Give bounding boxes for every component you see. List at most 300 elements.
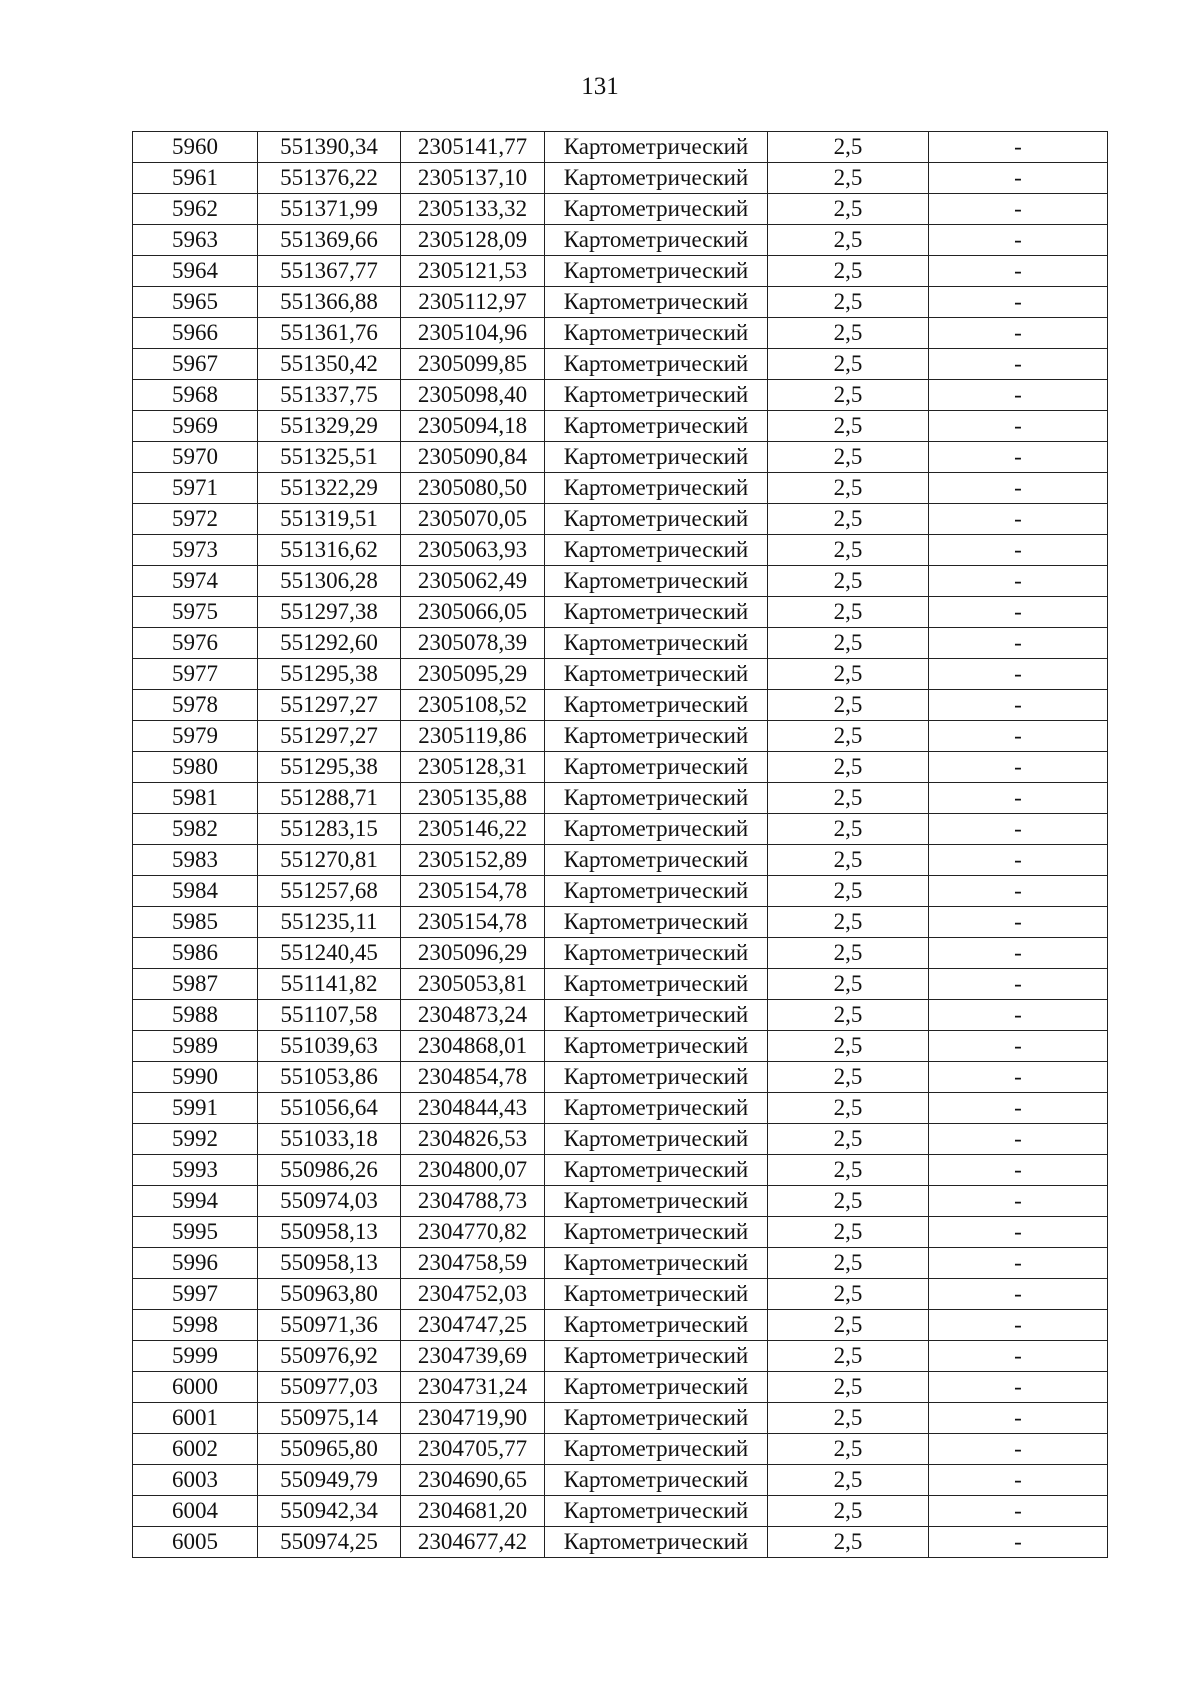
- cell-note: -: [929, 256, 1108, 287]
- cell-accuracy: 2,5: [768, 1403, 929, 1434]
- cell-method: Картометрический: [545, 1434, 768, 1465]
- coordinates-table-body: [133, 132, 1108, 1558]
- cell-method: Картометрический: [545, 1093, 768, 1124]
- cell-method: Картометрический: [545, 504, 768, 535]
- table-row: [133, 1031, 1108, 1062]
- cell-y-coordinate: 2305078,39: [401, 628, 545, 659]
- cell-y-coordinate: 2304739,69: [401, 1341, 545, 1372]
- cell-point-number: 5981: [133, 783, 258, 814]
- cell-point-number: 5990: [133, 1062, 258, 1093]
- cell-point-number: 5997: [133, 1279, 258, 1310]
- cell-note: -: [929, 597, 1108, 628]
- cell-note: -: [929, 1124, 1108, 1155]
- cell-point-number: 5979: [133, 721, 258, 752]
- cell-y-coordinate: 2304681,20: [401, 1496, 545, 1527]
- table-row: [133, 473, 1108, 504]
- cell-note: -: [929, 1217, 1108, 1248]
- cell-y-coordinate: 2305128,31: [401, 752, 545, 783]
- cell-x-coordinate: 550963,80: [258, 1279, 401, 1310]
- cell-y-coordinate: 2305104,96: [401, 318, 545, 349]
- table-row: [133, 814, 1108, 845]
- cell-method: Картометрический: [545, 690, 768, 721]
- cell-method: Картометрический: [545, 1496, 768, 1527]
- cell-accuracy: 2,5: [768, 1310, 929, 1341]
- table-row: [133, 845, 1108, 876]
- cell-y-coordinate: 2305141,77: [401, 132, 545, 163]
- cell-accuracy: 2,5: [768, 752, 929, 783]
- table-row: [133, 752, 1108, 783]
- cell-x-coordinate: 551325,51: [258, 442, 401, 473]
- cell-method: Картометрический: [545, 1031, 768, 1062]
- cell-note: -: [929, 1248, 1108, 1279]
- table-row: [133, 163, 1108, 194]
- table-row: [133, 318, 1108, 349]
- cell-method: Картометрический: [545, 907, 768, 938]
- cell-x-coordinate: 550977,03: [258, 1372, 401, 1403]
- table-row: [133, 1310, 1108, 1341]
- cell-method: Картометрический: [545, 721, 768, 752]
- table-row: [133, 597, 1108, 628]
- cell-x-coordinate: 551306,28: [258, 566, 401, 597]
- cell-point-number: 5992: [133, 1124, 258, 1155]
- cell-note: -: [929, 659, 1108, 690]
- cell-method: Картометрический: [545, 1403, 768, 1434]
- cell-accuracy: 2,5: [768, 1031, 929, 1062]
- cell-method: Картометрический: [545, 1465, 768, 1496]
- cell-accuracy: 2,5: [768, 194, 929, 225]
- cell-x-coordinate: 551283,15: [258, 814, 401, 845]
- cell-note: -: [929, 1496, 1108, 1527]
- cell-point-number: 5967: [133, 349, 258, 380]
- cell-accuracy: 2,5: [768, 1434, 929, 1465]
- cell-point-number: 5988: [133, 1000, 258, 1031]
- table-row: [133, 411, 1108, 442]
- page-number: 131: [581, 73, 619, 100]
- cell-point-number: 5963: [133, 225, 258, 256]
- cell-note: -: [929, 752, 1108, 783]
- cell-point-number: 5987: [133, 969, 258, 1000]
- cell-y-coordinate: 2305096,29: [401, 938, 545, 969]
- table-row: [133, 1403, 1108, 1434]
- cell-method: Картометрический: [545, 1527, 768, 1558]
- cell-note: -: [929, 535, 1108, 566]
- table-row: [133, 256, 1108, 287]
- cell-y-coordinate: 2304788,73: [401, 1186, 545, 1217]
- cell-y-coordinate: 2304873,24: [401, 1000, 545, 1031]
- cell-point-number: 5966: [133, 318, 258, 349]
- cell-method: Картометрический: [545, 1279, 768, 1310]
- cell-method: Картометрический: [545, 845, 768, 876]
- cell-method: Картометрический: [545, 1186, 768, 1217]
- cell-y-coordinate: 2305095,29: [401, 659, 545, 690]
- cell-y-coordinate: 2305121,53: [401, 256, 545, 287]
- cell-x-coordinate: 550976,92: [258, 1341, 401, 1372]
- cell-note: -: [929, 1310, 1108, 1341]
- cell-x-coordinate: 551319,51: [258, 504, 401, 535]
- table-row: [133, 1434, 1108, 1465]
- table-row: [133, 907, 1108, 938]
- cell-method: Картометрический: [545, 969, 768, 1000]
- cell-note: -: [929, 442, 1108, 473]
- table-row: [133, 132, 1108, 163]
- table-row: [133, 876, 1108, 907]
- cell-y-coordinate: 2305119,86: [401, 721, 545, 752]
- cell-method: Картометрический: [545, 473, 768, 504]
- cell-y-coordinate: 2304719,90: [401, 1403, 545, 1434]
- cell-note: -: [929, 721, 1108, 752]
- cell-method: Картометрический: [545, 1310, 768, 1341]
- cell-x-coordinate: 551371,99: [258, 194, 401, 225]
- cell-method: Картометрический: [545, 1341, 768, 1372]
- cell-point-number: 5980: [133, 752, 258, 783]
- cell-method: Картометрический: [545, 659, 768, 690]
- table-row: [133, 1372, 1108, 1403]
- cell-x-coordinate: 551039,63: [258, 1031, 401, 1062]
- cell-method: Картометрический: [545, 535, 768, 566]
- cell-note: -: [929, 1434, 1108, 1465]
- cell-accuracy: 2,5: [768, 814, 929, 845]
- cell-x-coordinate: 550958,13: [258, 1248, 401, 1279]
- cell-y-coordinate: 2304826,53: [401, 1124, 545, 1155]
- cell-point-number: 6004: [133, 1496, 258, 1527]
- cell-x-coordinate: 551390,34: [258, 132, 401, 163]
- cell-y-coordinate: 2305112,97: [401, 287, 545, 318]
- cell-y-coordinate: 2304747,25: [401, 1310, 545, 1341]
- cell-accuracy: 2,5: [768, 659, 929, 690]
- cell-note: -: [929, 225, 1108, 256]
- cell-accuracy: 2,5: [768, 721, 929, 752]
- cell-note: -: [929, 318, 1108, 349]
- cell-accuracy: 2,5: [768, 1124, 929, 1155]
- cell-point-number: 6002: [133, 1434, 258, 1465]
- table-row: [133, 1248, 1108, 1279]
- cell-accuracy: 2,5: [768, 628, 929, 659]
- table-row: [133, 1465, 1108, 1496]
- cell-accuracy: 2,5: [768, 318, 929, 349]
- table-row: [133, 659, 1108, 690]
- cell-accuracy: 2,5: [768, 1341, 929, 1372]
- cell-note: -: [929, 845, 1108, 876]
- cell-x-coordinate: 551361,76: [258, 318, 401, 349]
- cell-note: -: [929, 504, 1108, 535]
- cell-y-coordinate: 2305137,10: [401, 163, 545, 194]
- cell-x-coordinate: 550958,13: [258, 1217, 401, 1248]
- cell-method: Картометрический: [545, 1372, 768, 1403]
- cell-point-number: 5969: [133, 411, 258, 442]
- cell-point-number: 5976: [133, 628, 258, 659]
- cell-method: Картометрический: [545, 1124, 768, 1155]
- cell-method: Картометрический: [545, 783, 768, 814]
- cell-method: Картометрический: [545, 566, 768, 597]
- cell-x-coordinate: 551257,68: [258, 876, 401, 907]
- cell-method: Картометрический: [545, 752, 768, 783]
- cell-method: Картометрический: [545, 256, 768, 287]
- cell-x-coordinate: 550949,79: [258, 1465, 401, 1496]
- cell-accuracy: 2,5: [768, 535, 929, 566]
- table-row: [133, 535, 1108, 566]
- cell-note: -: [929, 1341, 1108, 1372]
- cell-y-coordinate: 2304844,43: [401, 1093, 545, 1124]
- cell-note: -: [929, 1155, 1108, 1186]
- cell-point-number: 5989: [133, 1031, 258, 1062]
- cell-accuracy: 2,5: [768, 1186, 929, 1217]
- cell-method: Картометрический: [545, 628, 768, 659]
- cell-method: Картометрический: [545, 411, 768, 442]
- cell-y-coordinate: 2304705,77: [401, 1434, 545, 1465]
- cell-accuracy: 2,5: [768, 969, 929, 1000]
- cell-note: -: [929, 1403, 1108, 1434]
- cell-method: Картометрический: [545, 225, 768, 256]
- cell-x-coordinate: 551376,22: [258, 163, 401, 194]
- cell-note: -: [929, 163, 1108, 194]
- cell-accuracy: 2,5: [768, 132, 929, 163]
- cell-accuracy: 2,5: [768, 1217, 929, 1248]
- cell-accuracy: 2,5: [768, 1279, 929, 1310]
- cell-accuracy: 2,5: [768, 349, 929, 380]
- cell-point-number: 5995: [133, 1217, 258, 1248]
- cell-method: Картометрический: [545, 132, 768, 163]
- cell-x-coordinate: 550974,03: [258, 1186, 401, 1217]
- cell-point-number: 5973: [133, 535, 258, 566]
- cell-note: -: [929, 938, 1108, 969]
- cell-method: Картометрический: [545, 1000, 768, 1031]
- cell-method: Картометрический: [545, 1248, 768, 1279]
- table-row: [133, 969, 1108, 1000]
- cell-method: Картометрический: [545, 1217, 768, 1248]
- cell-point-number: 5960: [133, 132, 258, 163]
- cell-x-coordinate: 551141,82: [258, 969, 401, 1000]
- cell-x-coordinate: 551369,66: [258, 225, 401, 256]
- cell-accuracy: 2,5: [768, 1093, 929, 1124]
- cell-accuracy: 2,5: [768, 163, 929, 194]
- table-row: [133, 783, 1108, 814]
- cell-method: Картометрический: [545, 442, 768, 473]
- cell-x-coordinate: 551033,18: [258, 1124, 401, 1155]
- cell-point-number: 5962: [133, 194, 258, 225]
- cell-point-number: 6003: [133, 1465, 258, 1496]
- table-row: [133, 1527, 1108, 1558]
- table-row: [133, 1217, 1108, 1248]
- table-row: [133, 504, 1108, 535]
- cell-point-number: 5985: [133, 907, 258, 938]
- cell-y-coordinate: 2305053,81: [401, 969, 545, 1000]
- cell-point-number: 5984: [133, 876, 258, 907]
- cell-method: Картометрический: [545, 814, 768, 845]
- cell-y-coordinate: 2305135,88: [401, 783, 545, 814]
- cell-y-coordinate: 2304800,07: [401, 1155, 545, 1186]
- table-row: [133, 1155, 1108, 1186]
- table-row: [133, 690, 1108, 721]
- cell-y-coordinate: 2305094,18: [401, 411, 545, 442]
- cell-point-number: 5991: [133, 1093, 258, 1124]
- cell-point-number: 6000: [133, 1372, 258, 1403]
- cell-y-coordinate: 2304677,42: [401, 1527, 545, 1558]
- cell-accuracy: 2,5: [768, 380, 929, 411]
- cell-x-coordinate: 551053,86: [258, 1062, 401, 1093]
- cell-y-coordinate: 2305154,78: [401, 907, 545, 938]
- cell-x-coordinate: 550974,25: [258, 1527, 401, 1558]
- cell-x-coordinate: 551350,42: [258, 349, 401, 380]
- cell-x-coordinate: 550965,80: [258, 1434, 401, 1465]
- cell-y-coordinate: 2304758,59: [401, 1248, 545, 1279]
- cell-point-number: 5972: [133, 504, 258, 535]
- cell-point-number: 5965: [133, 287, 258, 318]
- cell-y-coordinate: 2305152,89: [401, 845, 545, 876]
- cell-accuracy: 2,5: [768, 225, 929, 256]
- cell-point-number: 5975: [133, 597, 258, 628]
- cell-y-coordinate: 2305066,05: [401, 597, 545, 628]
- cell-y-coordinate: 2304770,82: [401, 1217, 545, 1248]
- table-row: [133, 287, 1108, 318]
- cell-point-number: 5996: [133, 1248, 258, 1279]
- cell-y-coordinate: 2304854,78: [401, 1062, 545, 1093]
- cell-accuracy: 2,5: [768, 1496, 929, 1527]
- cell-note: -: [929, 814, 1108, 845]
- cell-point-number: 5970: [133, 442, 258, 473]
- cell-x-coordinate: 551322,29: [258, 473, 401, 504]
- cell-point-number: 6001: [133, 1403, 258, 1434]
- cell-point-number: 5994: [133, 1186, 258, 1217]
- cell-method: Картометрический: [545, 318, 768, 349]
- cell-note: -: [929, 380, 1108, 411]
- cell-x-coordinate: 551297,38: [258, 597, 401, 628]
- table-row: [133, 1279, 1108, 1310]
- cell-point-number: 5983: [133, 845, 258, 876]
- cell-note: -: [929, 1000, 1108, 1031]
- cell-accuracy: 2,5: [768, 1248, 929, 1279]
- cell-y-coordinate: 2305133,32: [401, 194, 545, 225]
- table-row: [133, 442, 1108, 473]
- table-row: [133, 938, 1108, 969]
- cell-x-coordinate: 551329,29: [258, 411, 401, 442]
- cell-method: Картометрический: [545, 1062, 768, 1093]
- cell-y-coordinate: 2304690,65: [401, 1465, 545, 1496]
- cell-note: -: [929, 1465, 1108, 1496]
- table-row: [133, 380, 1108, 411]
- cell-y-coordinate: 2304868,01: [401, 1031, 545, 1062]
- cell-point-number: 5999: [133, 1341, 258, 1372]
- cell-method: Картометрический: [545, 287, 768, 318]
- cell-accuracy: 2,5: [768, 783, 929, 814]
- cell-x-coordinate: 551295,38: [258, 659, 401, 690]
- cell-accuracy: 2,5: [768, 1155, 929, 1186]
- cell-y-coordinate: 2305063,93: [401, 535, 545, 566]
- cell-y-coordinate: 2305070,05: [401, 504, 545, 535]
- cell-note: -: [929, 876, 1108, 907]
- cell-note: -: [929, 473, 1108, 504]
- table-row: [133, 566, 1108, 597]
- table-row: [133, 628, 1108, 659]
- cell-note: -: [929, 349, 1108, 380]
- cell-note: -: [929, 1527, 1108, 1558]
- cell-accuracy: 2,5: [768, 845, 929, 876]
- cell-y-coordinate: 2305090,84: [401, 442, 545, 473]
- cell-point-number: 5977: [133, 659, 258, 690]
- cell-x-coordinate: 551056,64: [258, 1093, 401, 1124]
- cell-y-coordinate: 2305108,52: [401, 690, 545, 721]
- cell-accuracy: 2,5: [768, 907, 929, 938]
- cell-note: -: [929, 287, 1108, 318]
- table-row: [133, 1341, 1108, 1372]
- cell-note: -: [929, 411, 1108, 442]
- cell-x-coordinate: 551316,62: [258, 535, 401, 566]
- cell-point-number: 5978: [133, 690, 258, 721]
- cell-accuracy: 2,5: [768, 442, 929, 473]
- table-row: [133, 1496, 1108, 1527]
- cell-x-coordinate: 551367,77: [258, 256, 401, 287]
- cell-x-coordinate: 551288,71: [258, 783, 401, 814]
- cell-accuracy: 2,5: [768, 690, 929, 721]
- cell-x-coordinate: 551270,81: [258, 845, 401, 876]
- cell-note: -: [929, 628, 1108, 659]
- table-row: [133, 1093, 1108, 1124]
- cell-note: -: [929, 566, 1108, 597]
- cell-note: -: [929, 907, 1108, 938]
- cell-point-number: 5998: [133, 1310, 258, 1341]
- cell-x-coordinate: 550975,14: [258, 1403, 401, 1434]
- cell-y-coordinate: 2304731,24: [401, 1372, 545, 1403]
- table-row: [133, 1124, 1108, 1155]
- cell-note: -: [929, 1062, 1108, 1093]
- cell-accuracy: 2,5: [768, 876, 929, 907]
- cell-x-coordinate: 550942,34: [258, 1496, 401, 1527]
- cell-x-coordinate: 551295,38: [258, 752, 401, 783]
- cell-x-coordinate: 551107,58: [258, 1000, 401, 1031]
- table-row: [133, 225, 1108, 256]
- table-row: [133, 721, 1108, 752]
- cell-x-coordinate: 551235,11: [258, 907, 401, 938]
- table-row: [133, 349, 1108, 380]
- table-row: [133, 1062, 1108, 1093]
- cell-accuracy: 2,5: [768, 411, 929, 442]
- cell-point-number: 5974: [133, 566, 258, 597]
- cell-x-coordinate: 551240,45: [258, 938, 401, 969]
- cell-point-number: 5964: [133, 256, 258, 287]
- coordinates-table: [132, 131, 1108, 1558]
- table-row: [133, 1186, 1108, 1217]
- cell-note: -: [929, 132, 1108, 163]
- cell-accuracy: 2,5: [768, 504, 929, 535]
- cell-x-coordinate: 550986,26: [258, 1155, 401, 1186]
- cell-method: Картометрический: [545, 938, 768, 969]
- cell-y-coordinate: 2305062,49: [401, 566, 545, 597]
- cell-point-number: 5968: [133, 380, 258, 411]
- table-row: [133, 1000, 1108, 1031]
- cell-accuracy: 2,5: [768, 1062, 929, 1093]
- cell-y-coordinate: 2304752,03: [401, 1279, 545, 1310]
- cell-method: Картометрический: [545, 163, 768, 194]
- cell-y-coordinate: 2305099,85: [401, 349, 545, 380]
- cell-note: -: [929, 969, 1108, 1000]
- cell-y-coordinate: 2305128,09: [401, 225, 545, 256]
- cell-x-coordinate: 551297,27: [258, 690, 401, 721]
- cell-note: -: [929, 1031, 1108, 1062]
- cell-x-coordinate: 551366,88: [258, 287, 401, 318]
- cell-note: -: [929, 1093, 1108, 1124]
- cell-note: -: [929, 1372, 1108, 1403]
- cell-y-coordinate: 2305098,40: [401, 380, 545, 411]
- cell-method: Картометрический: [545, 380, 768, 411]
- cell-x-coordinate: 551337,75: [258, 380, 401, 411]
- cell-note: -: [929, 783, 1108, 814]
- cell-accuracy: 2,5: [768, 597, 929, 628]
- cell-method: Картометрический: [545, 349, 768, 380]
- cell-point-number: 5993: [133, 1155, 258, 1186]
- cell-x-coordinate: 551292,60: [258, 628, 401, 659]
- cell-x-coordinate: 550971,36: [258, 1310, 401, 1341]
- cell-method: Картометрический: [545, 1155, 768, 1186]
- cell-method: Картометрический: [545, 597, 768, 628]
